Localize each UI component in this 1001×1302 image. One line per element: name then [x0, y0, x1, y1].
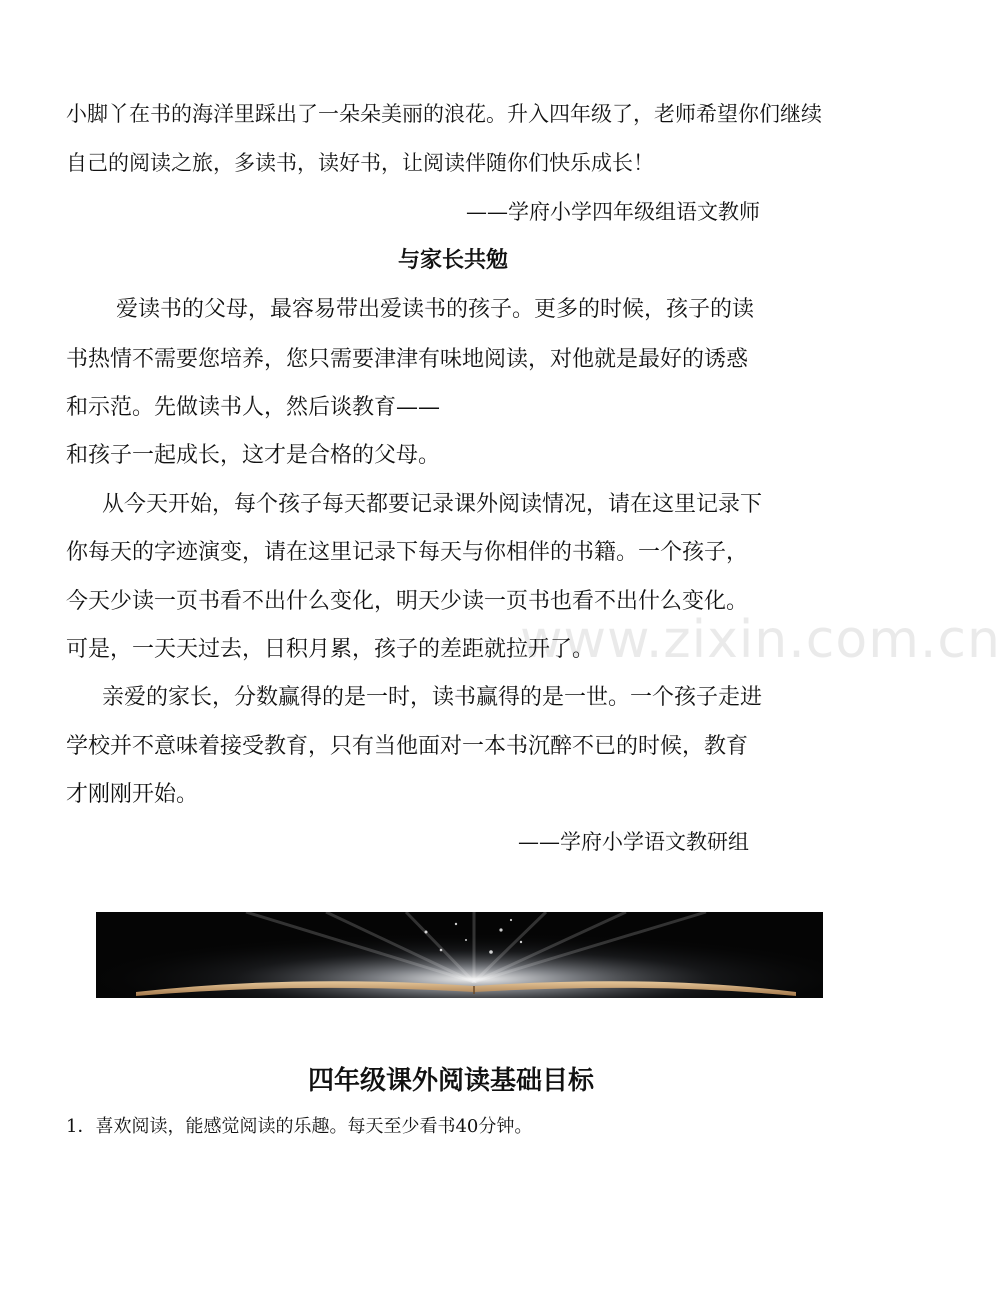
paragraph-line: 从今天开始，每个孩子每天都要记录课外阅读情况，请在这里记录下: [102, 492, 763, 517]
paragraph-line: 可是，一天天过去，日积月累，孩子的差距就拉开了。: [66, 637, 595, 662]
paragraph-line: 你每天的字迹演变，请在这里记录下每天与你相伴的书籍。一个孩子，: [66, 540, 749, 565]
open-book-banner-image: [96, 912, 823, 998]
watermark: www.zixin.com.cn: [520, 610, 1001, 670]
paragraph-line: 亲爱的家长，分数赢得的是一时，读书赢得的是一世。一个孩子走进: [102, 685, 763, 710]
parents-signature: ——学府小学语文教研组: [518, 830, 749, 854]
goal-item: 1．喜欢阅读，能感觉阅读的乐趣。每天至少看书40分钟。: [66, 1116, 533, 1137]
intro-signature: ——学府小学四年级组语文教师: [466, 200, 760, 224]
paragraph-line: 学校并不意味着接受教育，只有当他面对一本书沉醉不已的时候，教育: [66, 734, 749, 759]
section-title-parents: 与家长共勉: [398, 248, 509, 273]
paragraph-line: 和孩子一起成长，这才是合格的父母。: [66, 443, 441, 468]
paragraph-line: 书热情不需要您培养，您只需要津津有味地阅读，对他就是最好的诱惑: [66, 347, 749, 372]
paragraph-line: 和示范。先做读书人，然后谈教育——: [66, 395, 441, 420]
paragraph-line: 今天少读一页书看不出什么变化，明天少读一页书也看不出什么变化。: [66, 589, 749, 614]
intro-line: 自己的阅读之旅，多读书，读好书，让阅读伴随你们快乐成长！: [66, 151, 654, 175]
paragraph-line: 才刚刚开始。: [66, 782, 199, 807]
section-title-goals: 四年级课外阅读基础目标: [308, 1066, 595, 1096]
paragraph-line: 爱读书的父母，最容易带出爱读书的孩子。更多的时候，孩子的读: [116, 297, 755, 322]
intro-line: 小脚丫在书的海洋里踩出了一朵朵美丽的浪花。升入四年级了，老师希望你们继续: [66, 102, 822, 126]
